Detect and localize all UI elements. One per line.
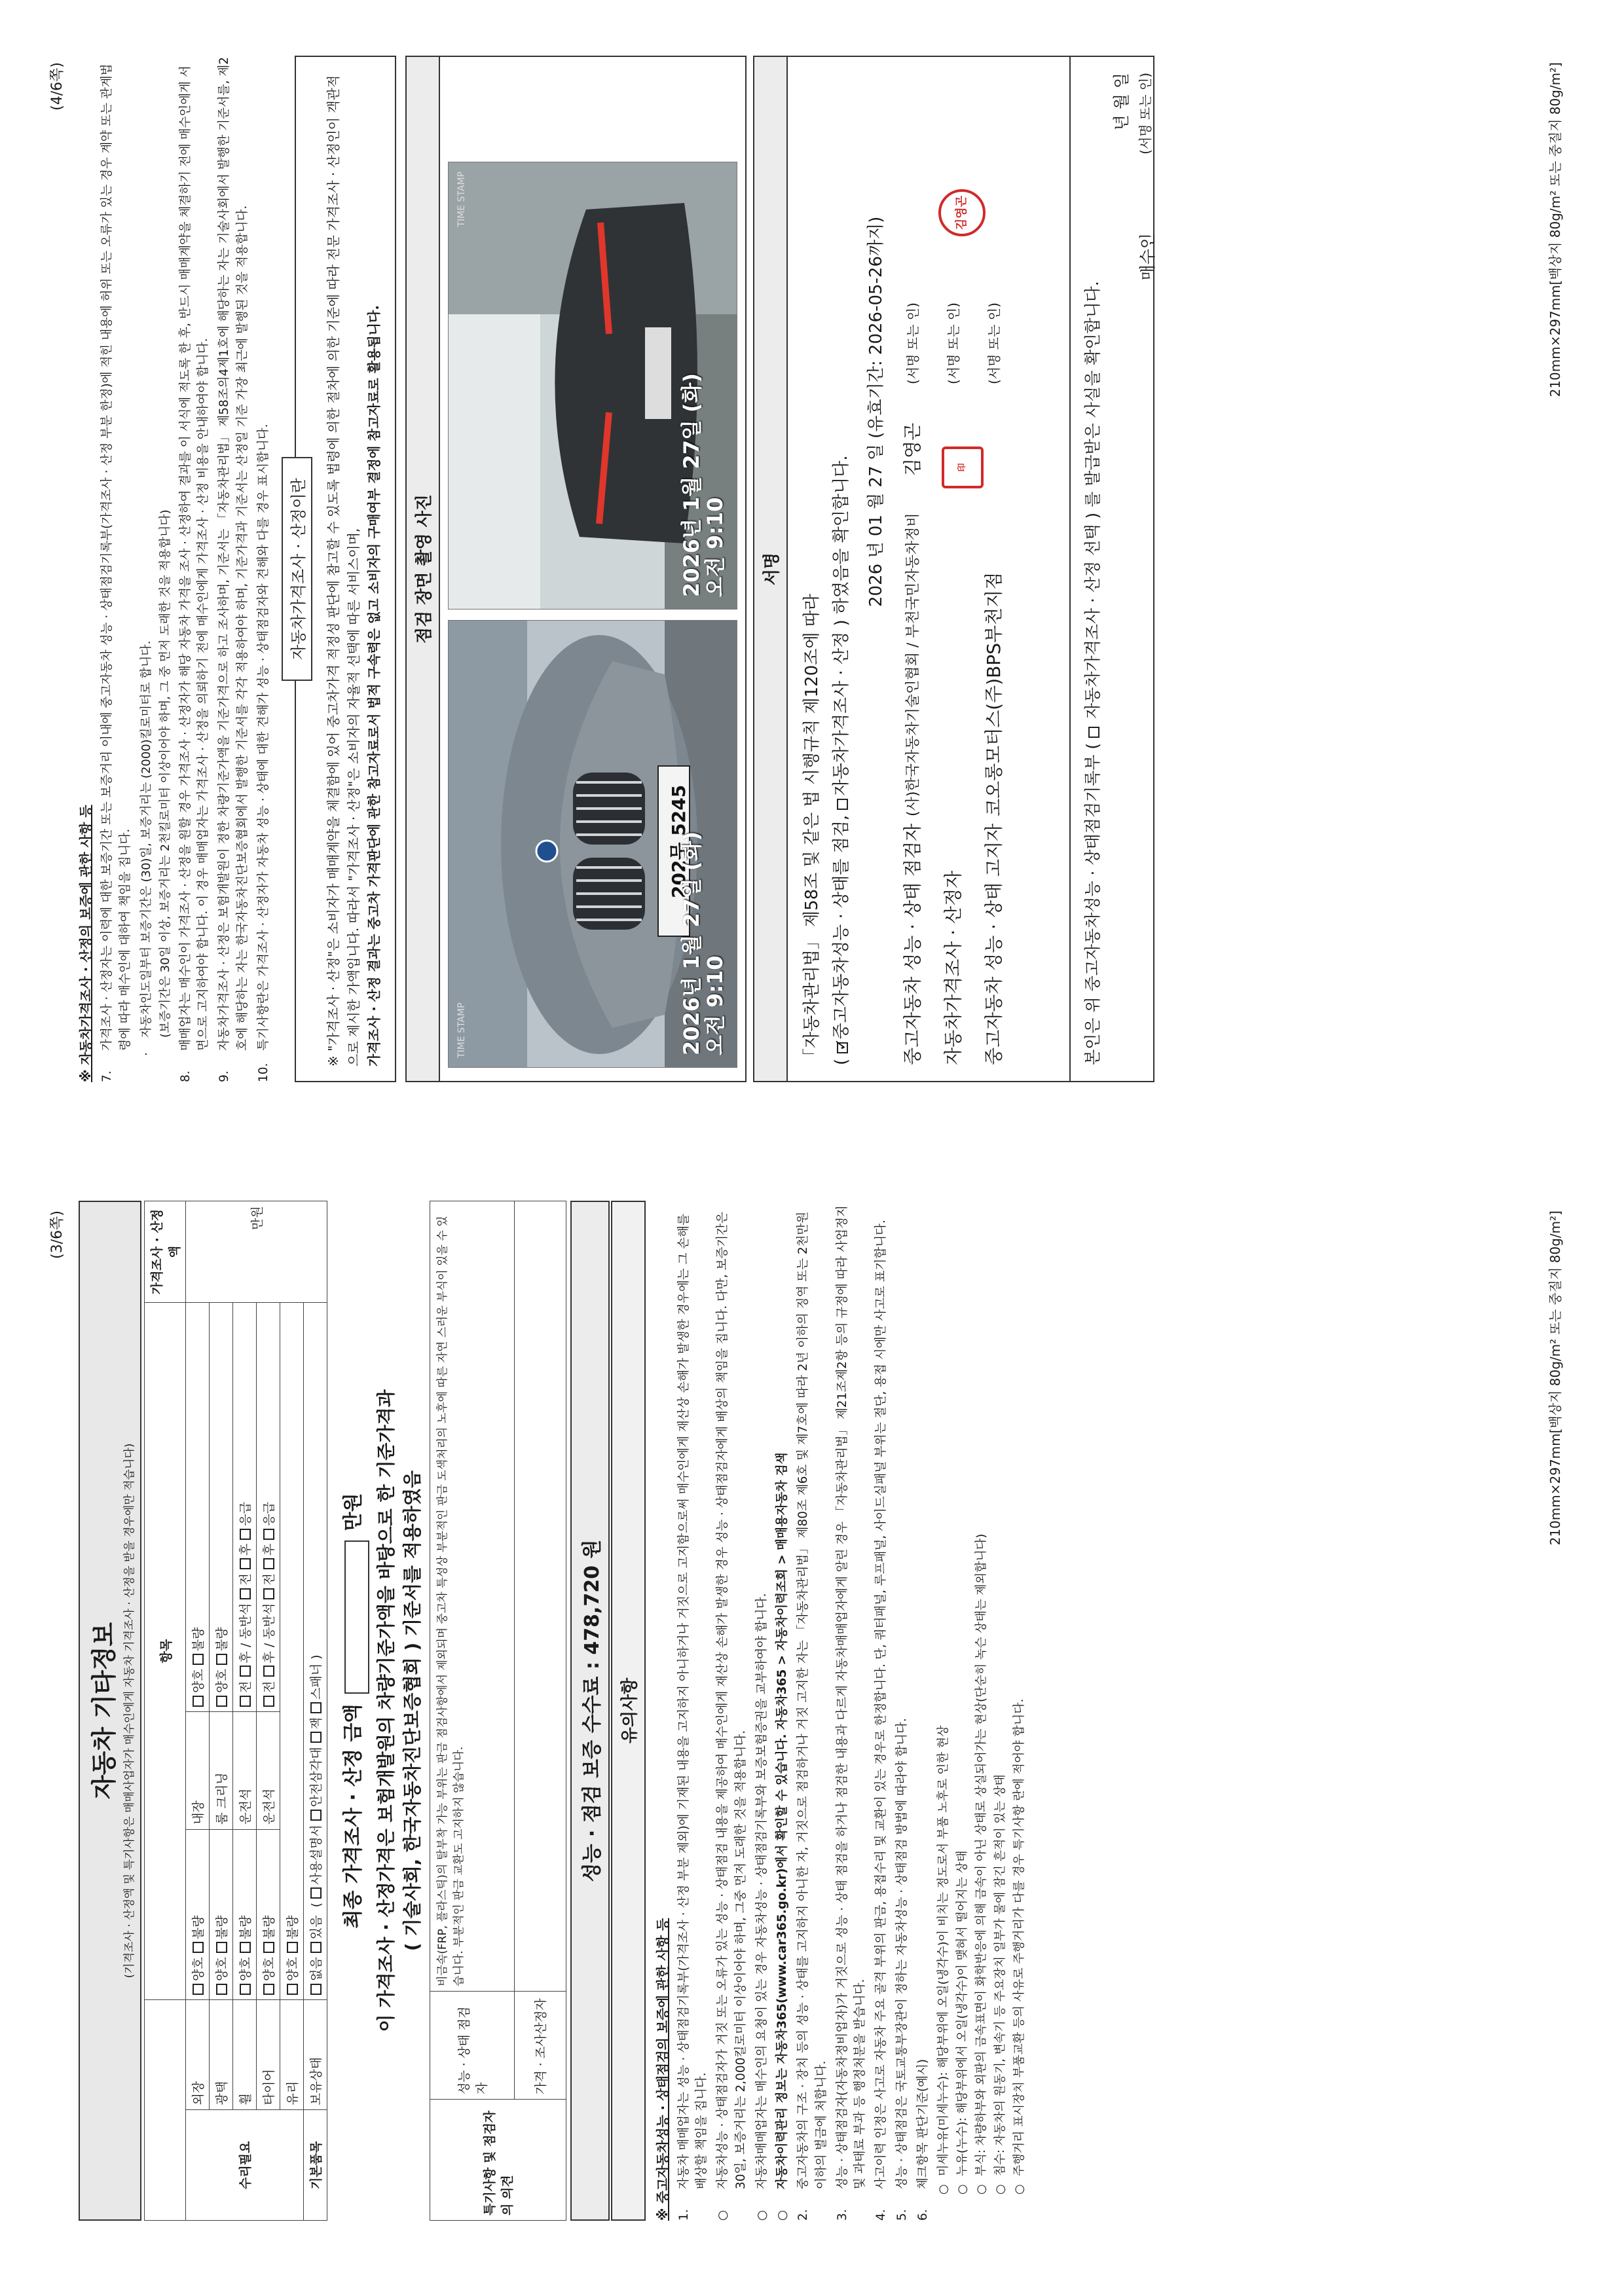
checkbox[interactable]	[240, 1588, 251, 1599]
opt: 양호	[191, 1669, 206, 1693]
checkbox[interactable]	[263, 1529, 274, 1540]
sign-banner: 서명	[753, 56, 788, 1082]
sub-item: ○ 주행거리 표시장치 부품교환 등의 사유로 주행거리가 다를 경우 특기사항 란에 적어야 합니다.	[1012, 1698, 1027, 2195]
opt: 사용설명서	[309, 1825, 323, 1885]
checkbox[interactable]	[216, 1942, 227, 1953]
checkbox[interactable]	[216, 1984, 227, 1995]
checkbox[interactable]	[310, 1810, 322, 1821]
special-notes-table	[430, 1201, 566, 2221]
signature-section	[788, 56, 1158, 1082]
opt: 후	[262, 1543, 276, 1556]
checkbox[interactable]	[216, 1654, 227, 1665]
list-item: 5. 성능 · 상태점검은 국토교통부장관이 정하는 자동차성능 · 상태점검 방법에 따라야 합니다.	[895, 1718, 909, 2221]
checkbox[interactable]	[263, 1942, 274, 1953]
price-basis-line: 이 가격조사 · 산정가격은 보험개발원의 차량기준가액을 바탕으로 한 기준가격과	[375, 1389, 397, 2032]
list-item: 7. 가격조사 · 산정자는 이력에 대한 보증기간 또는 보증거리 이내에 중고자동차 성능 · 상태점검기록부(가격조사 · 산정 부분 한정)에 적힌 내용에 허위 또는 오류가 있는 경우 계약 또는 관계법령에 따라 매수인에 대하여 책임을 집니다.	[100, 64, 132, 1082]
checkbox[interactable]	[240, 1984, 251, 1995]
signer-inspector: 중고자동차 성능 · 상태 점검자 (사)한국자동차기술인협회 / 부천국민자동차정비 김영곤 (서명 또는 인)	[902, 302, 924, 1065]
checkbox[interactable]	[193, 1942, 204, 1953]
checkbox[interactable]	[263, 1666, 274, 1677]
list-item: 6. 체크항목 판단기준(예시)	[915, 2058, 930, 2221]
checkbox[interactable]	[216, 1696, 227, 1707]
checkbox[interactable]	[193, 1654, 204, 1665]
sub-item: ○ 침수: 자동차의 원동기, 변속기 등 주요장치 일부가 물에 잠긴 흔적이 있는 상태	[993, 1774, 1008, 2195]
row-label: 외장	[186, 2000, 210, 2111]
page-title: 자동차 기타정보	[90, 1622, 119, 1800]
photo-row	[440, 56, 747, 1082]
opt: 후 / 동반석	[262, 1603, 276, 1664]
row-label: 타이어	[257, 2000, 280, 2111]
checkbox[interactable]	[193, 1696, 204, 1707]
opt: 양호	[191, 1957, 206, 1981]
page-3	[0, 1148, 1624, 2296]
law-line: 「자동차관리법」 제58조 및 같은 법 시행규칙 제120조에 따라	[802, 594, 822, 1065]
checkbox[interactable]	[287, 1984, 298, 1995]
opt: 스패너	[309, 1663, 323, 1700]
basic-sub: 보유상태	[304, 2000, 327, 2111]
row-label: 유리	[280, 2000, 304, 2111]
list-item: 8. 매매업자는 매수인이 가격조사 · 산정을 원할 경우 가격조사 · 산정자가 해당 자동차 가격을 조사 · 산정하여 결과를 이 서식에 적도록 한 후, 반드시 매매계약을 체결하기 전에 매수인에게 서면으로 고지하여야 합니다. 이 경우 매매업자는 가격조사 · 산정을 의뢰하기 전에 매수인에게 가격조사 · 산정 비용을 안내하여야 합니다.	[178, 65, 211, 1082]
checkbox[interactable]	[287, 1942, 298, 1953]
opt: 양호	[215, 1669, 229, 1693]
opt: 잭	[309, 1717, 323, 1730]
row-label: 내장	[186, 1711, 210, 1829]
final-price-unit: 만원	[342, 1493, 365, 1531]
opt: 양호	[215, 1957, 229, 1981]
etc-info-table: 항목 가격조사 · 산정액 수리필요 외장 양호 불량 내장 양호 불량 만원 광택 양호 불량 룸 크리닝 양호 불량 휠 양호 불량 운전석 전 후 / 동반석 전 후 응급 타이어 양호 불량 운전석 전 후 / 동반석 전 후 응급 유리 양호 불량 기본품목 보유상태 없음 있음 ( 사용설명서 안전삼각대 잭 스패너 )	[144, 1201, 327, 2221]
list-item: ○ 자동차매매업자는 매수인의 요청이 있는 경우 자동차성능 · 상태점검기록부와 보증보험증권을 교부하여야 합니다.	[754, 1593, 769, 2221]
special-text: 비금속(FRP, 플라스틱)의 탈부착 가능 부위는 판금 점검사항에서 제외되며 중고차 특성상 부분적인 판금 도색처리의 노후에 따른 자연 스러운 부식이 있을 수 있습니다. 부분적인 판금 교환도 고지하지 않습니다.	[430, 1201, 514, 1992]
opt: 전	[262, 1573, 276, 1586]
head-item: 항목	[145, 1303, 186, 2000]
sub-item: (보증기간은 30일 이상, 보증거리는 2천킬로미터 이상이어야 하며, 그 중 먼저 도래한 것을 적용합니다)	[158, 509, 172, 1038]
checkbox[interactable]	[240, 1696, 251, 1707]
license-plate: 202무 5245	[668, 784, 690, 898]
checkbox[interactable]	[310, 1702, 322, 1713]
org-seal: 印	[942, 446, 984, 488]
price-unit: 만원	[186, 1201, 327, 1303]
special-label: 특기사항 및 점검자의 의견	[430, 2100, 566, 2221]
row-label: 룸 크리닝	[210, 1711, 233, 1829]
list-item: ○ 자동차이력관리 정보는 자동차365(www.car365.go.kr)에서 확인할 수 있습니다. 자동차365 > 자동차이력조회 > 매매용자동차 검색	[775, 1452, 790, 2221]
opt: 불량	[215, 1915, 229, 1940]
list-item: 1. 자동차 매매업자는 성능 · 상태점검기록부(가격조사 · 산정 부분 제외)에 기재된 내용을 고지하지 아니하거나 거짓으로 고지함으로써 매수인에게 재산상 손해가 발생한 경우에는 그 손해를 배상할 책임을 집니다.	[676, 1213, 709, 2221]
special-sub-1: 성능 · 상태 점검자	[430, 1992, 514, 2100]
row-label: 운전석	[233, 1711, 257, 1829]
list-item: 9. 자동차가격조사 · 산정은 보험개발원이 정한 차량기준가액을 기준가격으로 하고 조사하며, 기준서는 「자동차관리법」 제58조의4제1호에 해당하는 자는 기술사회에서 발행한 기준서를, 제2호에 해당하는 자는 한국자동차진단보증협회에서 발행한 기준서를 각각 적용하여야 하며, 기준가격과 기준서는 산정일 기준 가장 최근에 발행된 것을 적용합니다.	[217, 56, 249, 1082]
opt: 불량	[215, 1627, 229, 1652]
opt: 안전삼각대	[309, 1747, 323, 1808]
opt: 전	[238, 1681, 253, 1693]
box-text-1: ※ "가격조사 · 산정"은 소비자가 매매계약을 체결함에 있어 중고차가격 적정성 판단에 참고할 수 있도록 법령에 의한 절차에 의한 기준에 따라 전문 가격조사 · 산정인이 객관적으로 제시한 가액입니다. 따라서 "가격조사 · 산정"은 소비자의 자율적 선택에 따른 서비스이며,	[325, 75, 362, 1066]
buyer-confirm: 본인은 위 중고자동차성능 · 상태점검기록부 ( 자동차가격조사 · 산정 선택 ) 를 발급받은 사실을 확인합니다. 년 월 일 매수인 (서명 또는 인)	[1069, 57, 1158, 1081]
notice-heading: ※ 중고자동차성능 · 상태점검의 보증에 관한 사항 등	[654, 1918, 671, 2221]
checkbox[interactable]	[263, 1696, 274, 1707]
timestamp-watermark: TIME STAMP	[456, 172, 468, 227]
opt: 응급	[262, 1502, 276, 1526]
opt: 없음	[309, 1957, 323, 1981]
row-label: 휠	[233, 2000, 257, 2111]
opt: 양호	[238, 1957, 253, 1981]
row-label: 광택	[210, 2000, 233, 2111]
photo-timestamp: 2026년 1월 27일 (화) 오전 9:10	[678, 831, 728, 1055]
check-line: ( ✓중고자동차성능 · 상태를 점검, 자동차가격조사 · 산정 ) 하였음을 확인합니다.	[828, 73, 852, 1065]
list-item: ○ 자동차성능 · 상태점검자가 거짓 또는 오류가 있는 성능 · 상태점검 내용을 제공하여 매수인에게 재산상 손해가 발생한 경우 성능 · 상태점검자에게 배상의 책임을 집니다. 다만, 보증기간은 30일, 보증거리는 2,000킬로미터 이상이어야 하며, 그중 먼저 도래한 것을 적용합니다.	[716, 1212, 748, 2221]
opt: 후	[238, 1543, 253, 1556]
perf-fee-banner: 성능 · 점검 보증 수수료 : 478,720 원	[570, 1201, 610, 2221]
photo-banner: 점검 장면 촬영 사진	[405, 56, 440, 1082]
list-item: 2. 중고자동차의 구조 · 장치 등의 성능 · 상태를 고지하지 아니한 자, 거짓으로 점검하거나 거짓 고지한 자는 「자동차관리법」 제80조 제6호 및 제7호에 따라 2년 이하의 징역 또는 2천만원 이하의 벌금에 처합니다.	[796, 1211, 828, 2221]
buyer-label: 매수인	[1138, 232, 1158, 281]
checkbox[interactable]	[193, 1984, 204, 1995]
row-label: 운전석	[257, 1711, 280, 1829]
page-subtitle: (기격조사 · 산정액 및 특기사항은 매매사업자가 매수인에게 자동차 기격조사 · 산정을 받을 경우에만 적습니다)	[123, 1443, 136, 1978]
page-number: (4/6쪽)	[49, 62, 65, 111]
perf-check-checkbox[interactable]	[837, 1042, 848, 1053]
checkbox[interactable]	[310, 1887, 322, 1899]
final-price-field[interactable]	[344, 1541, 369, 1694]
list-item: 4. 사고이력 인정은 사고로 자동차 주요 골격 부위의 판금, 용접수리 및 교환이 있는 경우로 한정합니다. 단, 쿼터패널, 루프패널, 사이드실패널 부위는 절단, 용접 시에만 사고로 표기합니다.	[874, 1219, 888, 2221]
price-standard-line: ( 기술사회, 한국자동차진단보증협회 ) 기준서를 적용하였음	[401, 1470, 423, 1952]
basic-label: 기본품목	[304, 2110, 327, 2221]
opt: 불량	[262, 1915, 276, 1940]
notice-list	[675, 1201, 1029, 2221]
repair-label: 수리필요	[186, 2110, 304, 2221]
checkbox[interactable]	[240, 1942, 251, 1953]
checkbox[interactable]	[263, 1984, 274, 1995]
opt: 불량	[238, 1915, 253, 1940]
checkbox[interactable]	[310, 1732, 322, 1743]
notice-banner: 유의사항	[611, 1201, 646, 2221]
opt: 불량	[286, 1915, 300, 1940]
notice-heading: ※ 자동차가격조사 · 산정의 보증에 관한 사항 등	[78, 805, 94, 1082]
checkbox[interactable]	[310, 1984, 322, 1995]
opt: 양호	[286, 1957, 300, 1981]
issue-date: 2026 년 01 월 27 일 (유효기간: 2026-05-26까지)	[866, 216, 887, 607]
opt: 전	[238, 1573, 253, 1586]
final-price-block	[337, 1201, 369, 2221]
notice-list	[98, 56, 272, 1082]
list-item: 10. 특기사항란은 가격조사 · 산정자가 자동차 성능 · 상태에 대한 견해가 성능 · 상태점검자와 견해와 다를 경우 표시합니다.	[256, 424, 270, 1082]
checkbox[interactable]	[240, 1666, 251, 1677]
list-item: 3. 성능 · 상태점검자(자동차정비업자)가 거짓으로 성능 · 상태 점검을 하거나 점검한 내용과 다르게 자동차매매업자에게 알린 경우 「자동차관리법」 제21조제2항 등의 규정에 따라 사업정지 및 과태료 부과 등 행정처분을 받습니다.	[835, 1205, 868, 2221]
opt: 응급	[238, 1502, 253, 1526]
checkbox[interactable]	[263, 1558, 274, 1569]
opt: 후 / 동반석	[238, 1603, 253, 1664]
signer-notifier: 중고자동차 성능 · 상태 고지자 코오롱모터스(주)BPS부천지점 (서명 또는 인)	[983, 302, 1005, 1065]
page-footer: 210mm×297mm[백상지 80g/m² 또는 중질지 80g/m²]	[1547, 62, 1563, 397]
timestamp-watermark: TIME STAMP	[456, 1002, 468, 1058]
checkbox[interactable]	[240, 1558, 251, 1569]
price-definition-box	[289, 56, 396, 1082]
opt: 불량	[191, 1627, 206, 1652]
signer-appraiser: 자동차가격조사 · 산정자 (서명 또는 인)	[942, 302, 965, 1065]
special-sub-2: 가격 · 조사산정자	[514, 1992, 566, 2100]
page-number: (3/6쪽)	[49, 1211, 65, 1259]
price-check-checkbox[interactable]	[837, 799, 848, 810]
checkbox[interactable]	[240, 1529, 251, 1540]
inspection-photo-rear	[448, 162, 737, 610]
photo-timestamp: 2026년 1월 27일 (화) 오전 9:10	[678, 373, 728, 597]
opt: 양호	[262, 1957, 276, 1981]
sub-item: · 자동차인도일부터 보증기간은 (30)일, 보증거리는 (2000)킬로미터로 합니다.	[139, 640, 153, 1056]
confirm-date: 년 월 일	[1112, 73, 1132, 131]
opt: 불량	[191, 1915, 206, 1940]
personal-seal: 김영곤	[938, 189, 986, 236]
checkbox[interactable]	[263, 1588, 274, 1599]
opt: 있음	[309, 1915, 323, 1940]
page-footer: 210mm×297mm[백상지 80g/m² 또는 중질지 80g/m²]	[1547, 1211, 1563, 1546]
sub-item: ○ 미세누유(미세누수): 해당부위에 오일(냉각수)이 비치는 정도로서 부품 노후로 인한 현상	[936, 1725, 951, 2195]
buyer-sign-suffix: (서명 또는 인)	[1137, 73, 1154, 155]
box-text-2: 가격조사 · 산정 결과는 중고차 가격판단에 관한 참고자료로서 법적 구속력은 없고 소비자의 구매여부 결정에 참고자료로 활용됩니다.	[366, 305, 382, 1066]
sub-item: ○ 부식: 차량하부와 외판의 금속표면이 화학반응에 의해 금속이 아닌 상태로 상실되어가는 현상(단순히 녹슨 상태는 제외합니다)	[974, 1533, 989, 2195]
checkbox[interactable]	[310, 1942, 322, 1953]
opt: 전	[262, 1681, 276, 1693]
final-price-label: 최종 가격조사 · 산정 금액	[342, 1704, 365, 1929]
confirm-price-checkbox[interactable]	[1088, 727, 1099, 738]
head-price: 가격조사 · 산정액	[145, 1201, 186, 1303]
title-band	[79, 1201, 141, 2221]
box-title: 자동차가격조사 · 산정이란	[282, 457, 312, 681]
inspection-photo-front	[448, 620, 737, 1068]
sub-item: ○ 누유(누수): 해당부위에서 오일(냉각수)이 맺혀서 떨어지는 상태	[955, 1850, 970, 2195]
